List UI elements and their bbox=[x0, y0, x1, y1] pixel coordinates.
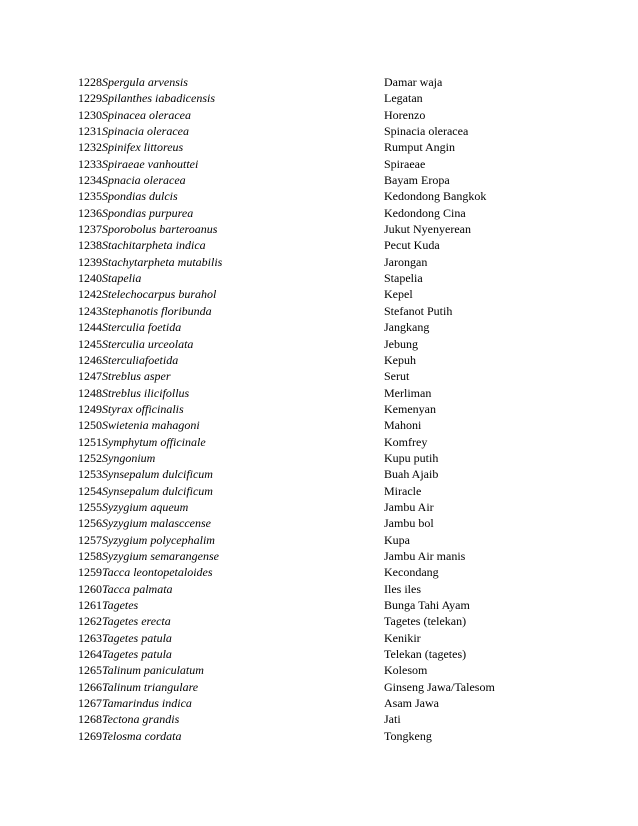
list-item bbox=[78, 515, 518, 531]
scientific-name-cell bbox=[78, 564, 384, 580]
scientific-name: Sterculia urceolata bbox=[102, 336, 194, 351]
list-item bbox=[78, 90, 518, 106]
scientific-name-cell bbox=[78, 483, 384, 499]
scientific-name-cell bbox=[78, 466, 384, 482]
entry-number: 1269 bbox=[78, 728, 102, 743]
scientific-name-cell bbox=[78, 401, 384, 417]
common-name: Mahoni bbox=[384, 418, 422, 433]
entry-number: 1253 bbox=[78, 467, 102, 482]
scientific-name: Streblus ilicifollus bbox=[102, 385, 190, 400]
scientific-name-cell bbox=[78, 662, 384, 678]
common-name: Jukut Nyenyerean bbox=[384, 222, 471, 237]
common-name: Kenikir bbox=[384, 630, 421, 645]
scientific-name-cell bbox=[78, 74, 384, 90]
common-name: Stefanot Putih bbox=[384, 303, 453, 318]
scientific-name: Synsepalum dulcificum bbox=[102, 483, 213, 498]
scientific-name-cell bbox=[78, 123, 384, 139]
list-item bbox=[78, 123, 518, 139]
list-item bbox=[78, 352, 518, 368]
list-item bbox=[78, 221, 518, 237]
scientific-name-cell bbox=[78, 646, 384, 662]
entry-number: 1254 bbox=[78, 483, 102, 498]
entry-number: 1229 bbox=[78, 91, 102, 106]
scientific-name: Tacca palmata bbox=[102, 581, 173, 596]
scientific-name: Tacca leontopetaloides bbox=[102, 565, 213, 580]
common-name: Kolesom bbox=[384, 663, 428, 678]
entry-number: 1251 bbox=[78, 434, 102, 449]
entry-number: 1265 bbox=[78, 663, 102, 678]
list-item bbox=[78, 139, 518, 155]
list-item bbox=[78, 303, 518, 319]
entry-number: 1234 bbox=[78, 173, 102, 188]
common-name: Komfrey bbox=[384, 434, 428, 449]
list-item bbox=[78, 205, 518, 221]
common-name: Kupa bbox=[384, 532, 410, 547]
common-name: Iles iles bbox=[384, 581, 421, 596]
list-item bbox=[78, 107, 518, 123]
common-name: Jebung bbox=[384, 336, 418, 351]
common-name: Kupu putih bbox=[384, 450, 439, 465]
entry-number: 1242 bbox=[78, 287, 102, 302]
scientific-name: Syzygium malasccense bbox=[102, 516, 211, 531]
entry-number: 1235 bbox=[78, 189, 102, 204]
scientific-name: Stachitarpheta indica bbox=[102, 238, 206, 253]
list-item bbox=[78, 450, 518, 466]
plant-name-list bbox=[78, 74, 518, 744]
scientific-name-cell bbox=[78, 188, 384, 204]
entry-number: 1239 bbox=[78, 254, 102, 269]
list-item bbox=[78, 646, 518, 662]
entry-number: 1262 bbox=[78, 614, 102, 629]
list-item bbox=[78, 434, 518, 450]
entry-number: 1238 bbox=[78, 238, 102, 253]
scientific-name: Spinacea oleracea bbox=[102, 107, 191, 122]
scientific-name: Spilanthes iabadicensis bbox=[102, 91, 215, 106]
entry-number: 1256 bbox=[78, 516, 102, 531]
list-item bbox=[78, 188, 518, 204]
scientific-name-cell bbox=[78, 499, 384, 515]
common-name: Damar waja bbox=[384, 75, 443, 89]
scientific-name: Stelechocarpus burahol bbox=[102, 287, 217, 302]
entry-number: 1244 bbox=[78, 320, 102, 335]
common-name: Miracle bbox=[384, 483, 422, 498]
entry-number: 1232 bbox=[78, 140, 102, 155]
entry-number: 1258 bbox=[78, 548, 102, 563]
scientific-name-cell bbox=[78, 221, 384, 237]
list-item bbox=[78, 74, 518, 90]
entry-number: 1249 bbox=[78, 401, 102, 416]
scientific-name: Styrax officinalis bbox=[102, 401, 184, 416]
common-name: Bunga Tahi Ayam bbox=[384, 598, 470, 612]
scientific-name: Stapelia bbox=[102, 271, 142, 286]
scientific-name: Syzygium aqueum bbox=[102, 499, 189, 514]
scientific-name-cell bbox=[78, 581, 384, 597]
scientific-name-cell bbox=[78, 319, 384, 335]
scientific-name-cell bbox=[78, 286, 384, 302]
scientific-name-cell bbox=[78, 597, 384, 613]
common-name: Telekan (tagetes) bbox=[384, 647, 467, 662]
scientific-name-cell bbox=[78, 139, 384, 155]
common-name: Serut bbox=[384, 369, 410, 384]
list-item bbox=[78, 368, 518, 384]
entry-number: 1261 bbox=[78, 598, 102, 612]
entry-number: 1228 bbox=[78, 75, 102, 89]
scientific-name-cell bbox=[78, 695, 384, 711]
list-item bbox=[78, 270, 518, 286]
scientific-name: Syzygium polycephalim bbox=[102, 532, 215, 547]
entry-number: 1259 bbox=[78, 565, 102, 580]
list-item bbox=[78, 286, 518, 302]
common-name: Jambu Air bbox=[384, 499, 434, 514]
common-name: Jarongan bbox=[384, 254, 428, 269]
entry-number: 1231 bbox=[78, 124, 102, 139]
list-item bbox=[78, 401, 518, 417]
common-name: Horenzo bbox=[384, 107, 426, 122]
common-name: Kecondang bbox=[384, 565, 439, 580]
common-name: Stapelia bbox=[384, 271, 423, 286]
list-item bbox=[78, 532, 518, 548]
scientific-name: Spinacia oleracea bbox=[102, 124, 189, 139]
common-name: Kepel bbox=[384, 287, 413, 302]
entry-number: 1237 bbox=[78, 222, 102, 237]
list-item bbox=[78, 483, 518, 499]
entry-number: 1257 bbox=[78, 532, 102, 547]
scientific-name-cell bbox=[78, 205, 384, 221]
common-name: Bayam Eropa bbox=[384, 173, 450, 188]
common-name: Kedondong Bangkok bbox=[384, 189, 487, 204]
list-item bbox=[78, 711, 518, 727]
scientific-name: Spnacia oleracea bbox=[102, 173, 186, 188]
scientific-name-cell bbox=[78, 532, 384, 548]
list-item bbox=[78, 728, 518, 744]
scientific-name: Tamarindus indica bbox=[102, 696, 192, 711]
common-name: Tongkeng bbox=[384, 728, 432, 743]
list-item bbox=[78, 564, 518, 580]
scientific-name: Spiraeae vanhouttei bbox=[102, 156, 199, 171]
scientific-name-cell bbox=[78, 450, 384, 466]
scientific-name: Spondias purpurea bbox=[102, 205, 194, 220]
scientific-name-cell bbox=[78, 336, 384, 352]
scientific-name-cell bbox=[78, 728, 384, 744]
common-name: Kepuh bbox=[384, 352, 416, 367]
common-name: Spiraeae bbox=[384, 156, 426, 171]
scientific-name-cell bbox=[78, 303, 384, 319]
scientific-name: Sterculia foetida bbox=[102, 320, 182, 335]
scientific-name-cell bbox=[78, 548, 384, 564]
entry-number: 1260 bbox=[78, 581, 102, 596]
list-item bbox=[78, 581, 518, 597]
scientific-name-cell bbox=[78, 172, 384, 188]
list-item bbox=[78, 319, 518, 335]
list-item bbox=[78, 172, 518, 188]
entry-number: 1243 bbox=[78, 303, 102, 318]
scientific-name: Tagetes patula bbox=[102, 647, 172, 662]
common-name: Rumput Angin bbox=[384, 140, 456, 155]
common-name: Pecut Kuda bbox=[384, 238, 440, 253]
entry-number: 1263 bbox=[78, 630, 102, 645]
list-item bbox=[78, 630, 518, 646]
list-item bbox=[78, 417, 518, 433]
entry-number: 1267 bbox=[78, 696, 102, 711]
scientific-name-cell bbox=[78, 270, 384, 286]
scientific-name: Syngonium bbox=[102, 450, 156, 465]
scientific-name-cell bbox=[78, 156, 384, 172]
scientific-name-cell bbox=[78, 417, 384, 433]
entry-number: 1246 bbox=[78, 352, 102, 367]
scientific-name: Sterculiafoetida bbox=[102, 352, 179, 367]
entry-number: 1245 bbox=[78, 336, 102, 351]
list-item bbox=[78, 613, 518, 629]
entry-number: 1266 bbox=[78, 679, 102, 694]
scientific-name: Tagetes patula bbox=[102, 630, 172, 645]
scientific-name: Talinum triangulare bbox=[102, 679, 199, 694]
scientific-name-cell bbox=[78, 107, 384, 123]
list-item bbox=[78, 466, 518, 482]
entry-number: 1250 bbox=[78, 418, 102, 433]
list-item bbox=[78, 679, 518, 695]
entry-number: 1233 bbox=[78, 156, 102, 171]
common-name: Tagetes (telekan) bbox=[384, 614, 467, 629]
scientific-name-cell bbox=[78, 711, 384, 727]
common-name: Buah Ajaib bbox=[384, 467, 439, 482]
scientific-name: Spondias dulcis bbox=[102, 189, 178, 204]
scientific-name: Stephanotis floribunda bbox=[102, 303, 212, 318]
scientific-name-cell bbox=[78, 630, 384, 646]
entry-number: 1240 bbox=[78, 271, 102, 286]
scientific-name: Telosma cordata bbox=[102, 728, 182, 743]
list-item bbox=[78, 156, 518, 172]
scientific-name: Tagetes bbox=[102, 598, 139, 612]
scientific-name-cell bbox=[78, 613, 384, 629]
entry-number: 1264 bbox=[78, 647, 102, 662]
entry-number: 1248 bbox=[78, 385, 102, 400]
scientific-name-cell bbox=[78, 237, 384, 253]
scientific-name-cell bbox=[78, 434, 384, 450]
scientific-name: Synsepalum dulcificum bbox=[102, 467, 213, 482]
list-item bbox=[78, 548, 518, 564]
scientific-name: Syzygium semarangense bbox=[102, 548, 219, 563]
scientific-name: Spinifex littoreus bbox=[102, 140, 184, 155]
scientific-name-cell bbox=[78, 385, 384, 401]
common-name: Jati bbox=[384, 712, 401, 727]
list-item bbox=[78, 499, 518, 515]
entry-number: 1230 bbox=[78, 107, 102, 122]
scientific-name: Tectona grandis bbox=[102, 712, 180, 727]
common-name: Ginseng Jawa/Talesom bbox=[384, 679, 495, 694]
scientific-name-cell bbox=[78, 679, 384, 695]
scientific-name: Stachytarpheta mutabilis bbox=[102, 254, 223, 269]
common-name: Jambu bol bbox=[384, 516, 434, 531]
scientific-name-cell bbox=[78, 254, 384, 270]
common-name: Jambu Air manis bbox=[384, 548, 466, 563]
common-name: Spinacia oleracea bbox=[384, 124, 469, 139]
list-item bbox=[78, 597, 518, 613]
scientific-name: Symphytum officinale bbox=[102, 434, 206, 449]
entry-number: 1247 bbox=[78, 369, 102, 384]
common-name: Kemenyan bbox=[384, 401, 436, 416]
common-name: Merliman bbox=[384, 385, 432, 400]
scientific-name-cell bbox=[78, 352, 384, 368]
common-name: Asam Jawa bbox=[384, 696, 439, 711]
common-name: Legatan bbox=[384, 91, 423, 106]
scientific-name-cell bbox=[78, 515, 384, 531]
scientific-name: Streblus asper bbox=[102, 369, 171, 384]
list-item bbox=[78, 695, 518, 711]
scientific-name: Tagetes erecta bbox=[102, 614, 171, 629]
common-name: Jangkang bbox=[384, 320, 430, 335]
scientific-name: Sporobolus barteroanus bbox=[102, 222, 218, 237]
common-name: Kedondong Cina bbox=[384, 205, 466, 220]
scientific-name-cell bbox=[78, 90, 384, 106]
list-item bbox=[78, 662, 518, 678]
list-item bbox=[78, 385, 518, 401]
scientific-name-cell bbox=[78, 368, 384, 384]
scientific-name: Talinum paniculatum bbox=[102, 663, 204, 678]
entry-number: 1268 bbox=[78, 712, 102, 727]
entry-number: 1255 bbox=[78, 499, 102, 514]
entry-number: 1236 bbox=[78, 205, 102, 220]
list-item bbox=[78, 336, 518, 352]
scientific-name: Swietenia mahagoni bbox=[102, 418, 200, 433]
list-item bbox=[78, 237, 518, 253]
entry-number: 1252 bbox=[78, 450, 102, 465]
list-item bbox=[78, 254, 518, 270]
scientific-name: Spergula arvensis bbox=[102, 75, 188, 89]
